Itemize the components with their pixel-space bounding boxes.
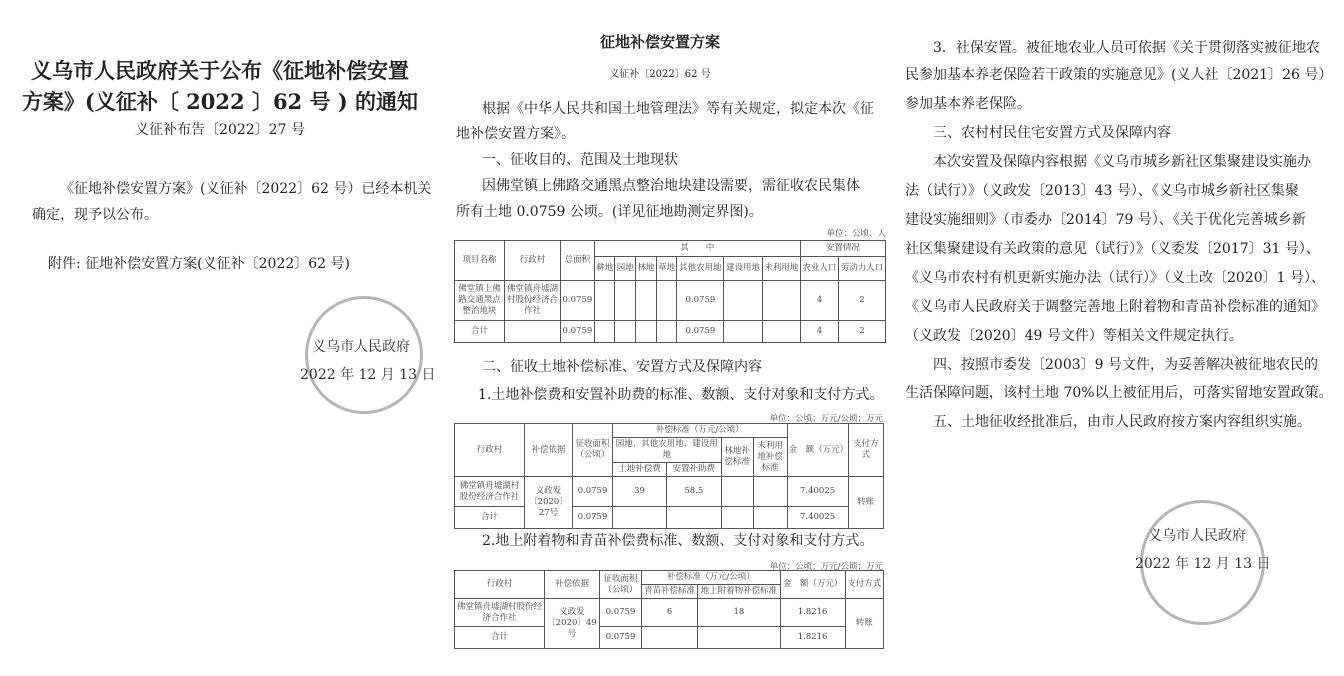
header: 未利用地 <box>762 257 800 281</box>
table-row: 佛堂镇舟墟湖村股份经济合作社 义政发〔2020〕49号 0.0759 6 18 1.8216 转账 <box>455 599 884 627</box>
land-compensation-table <box>454 423 884 529</box>
header: 园地、其他农用地、建设用地 <box>613 438 722 463</box>
header: 行政村 <box>455 571 545 599</box>
header: 征收面积（公顷） <box>573 424 613 477</box>
table3-unit: 单位：公顷；万元/公顷；万元 <box>769 562 883 572</box>
plan-line: 根据《中华人民共和国土地管理法》等有关规定，拟定本次《征 <box>482 101 874 117</box>
right-line: （义政发〔2020〕49 号文件）等相关文件规定执行。 <box>905 328 1243 344</box>
header: 青苗补偿标准 <box>642 585 698 599</box>
right-section3: 三、农村村民住宅安置方式及保障内容 <box>933 125 1171 141</box>
notice-stamp-org: 义乌市人民政府 <box>312 339 410 355</box>
header: 征收面积（公顷） <box>600 571 642 599</box>
header: 林地 <box>636 257 657 281</box>
right-stamp-org: 义乌市人民政府 <box>1148 528 1246 544</box>
right-line: 《义乌市农村有机更新实施办法（试行）》（义土改〔2020〕1 号）、 <box>905 270 1325 286</box>
plan-doc-no: 义征补〔2022〕62 号 <box>609 69 711 80</box>
table-row: 合计 0.0759 1.8216 <box>455 627 884 649</box>
header: 金 额（万元） <box>787 424 848 477</box>
header: 地上附着物补偿标准 <box>698 585 781 599</box>
header: 项目名称 <box>455 241 505 281</box>
header: 建设用地 <box>724 257 762 281</box>
header: 未利用地补偿标准 <box>753 438 787 477</box>
header: 土地补偿费 <box>613 463 667 477</box>
table2-unit: 单位：公顷；万元/公顷；万元 <box>769 414 883 424</box>
header: 总面积 <box>561 241 595 281</box>
notice-doc-no: 义征补布告〔2022〕27 号 <box>135 122 305 138</box>
right-line: 《义乌市人民政府关于调整完善地上附着物和青苗补偿标准的通知》 <box>905 299 1325 315</box>
header: 行政村 <box>455 424 525 477</box>
header: 补偿标准（万元/公顷） <box>642 571 781 585</box>
header: 农业人口 <box>800 257 838 281</box>
header: 补偿依据 <box>545 571 600 599</box>
header: 其 中 <box>594 241 800 257</box>
right-line: 本次安置及保障内容根据《义乌市城乡新社区集聚建设实施办 <box>933 154 1311 170</box>
notice-attachment: 附件: 征地补偿安置方案(义征补〔2022〕62 号) <box>48 256 350 272</box>
plan-line: 地补偿安置方案》。 <box>456 126 575 142</box>
table-row: 佛堂镇上佛路交通黑点整治地块 佛堂镇舟墟湖村股份经济合作社 0.0759 0.0759 4 2 <box>455 281 886 321</box>
land-status-table <box>454 240 886 343</box>
header: 补偿依据 <box>525 424 573 477</box>
right-line: 3．社保安置。被征地农业人员可依据《关于贯彻落实被征地农 <box>933 40 1320 56</box>
header: 耕地 <box>594 257 615 281</box>
header: 行政村 <box>505 241 561 281</box>
right-line: 参加基本养老保险。 <box>905 96 1031 112</box>
header: 园地 <box>615 257 636 281</box>
plan-sub2: 2.地上附着物和青苗补偿费标准、数额、支付对象和支付方式。 <box>482 533 874 549</box>
plan-line: 因佛堂镇上佛路交通黑点整治地块建设需要，需征收农民集体 <box>482 178 860 194</box>
right-section4: 四、按照市委发〔2003〕9 号文件，为妥善解决被征地农民的 <box>933 357 1318 373</box>
header: 安置补助费 <box>667 463 722 477</box>
notice-title-line1: 义乌市人民政府关于公布《征地补偿安置 <box>31 58 409 83</box>
table-row: 合计 0.0759 7.40025 <box>455 507 884 529</box>
notice-title-line2: 方案》(义征补〔 2022 〕62 号 ) 的通知 <box>21 89 419 114</box>
right-line: 生活保障问题，该村土地 70%以上被征用后，可落实留地安置政策。 <box>905 385 1333 401</box>
plan-line: 所有土地 0.0759 公顷。(详见征地勘测定界图)。 <box>456 204 763 220</box>
notice-body: 《征地补偿安置方案》(义征补〔2022〕62 号）已经本机关 <box>60 181 432 197</box>
notice-body-2: 确定，现予以公布。 <box>32 207 158 223</box>
right-line: 社区集聚建设有关政策的意见（试行）》（义委发〔2017〕31 号）、 <box>905 241 1320 257</box>
header: 安置情况 <box>800 241 885 257</box>
right-section5: 五、土地征收经批准后，由市人民政府按方案内容组织实施。 <box>933 414 1311 430</box>
table-row: 合计 0.0759 0.0759 4 2 <box>455 321 886 343</box>
header: 其他农用地 <box>677 257 724 281</box>
header: 支付方式 <box>845 571 883 599</box>
plan-title: 征地补偿安置方案 <box>599 33 720 51</box>
right-line: 民参加基本养老保险若干政策的实施意见》(义人社〔2021〕26 号） <box>905 67 1333 83</box>
plan-section2: 二、征收土地补偿标准、安置方式及保障内容 <box>482 359 762 375</box>
table-row: 佛堂镇舟墟湖村股份经济合作社 义政发〔2020〕27号 0.0759 39 58.5 7.40025 转账 <box>455 477 884 507</box>
header: 补偿标准（万元/公顷） <box>613 424 788 438</box>
table1-unit: 单位：公顷、人 <box>826 229 886 239</box>
notice-date: 2022 年 12 月 13 日 <box>300 367 436 383</box>
header: 金 额（万元） <box>780 571 845 599</box>
right-date: 2022 年 12 月 13 日 <box>1135 556 1271 572</box>
right-line: 建设实施细则》（市委办〔2014〕79 号）、《关于优化完善城乡新 <box>905 212 1306 228</box>
plan-sub1: 1.土地补偿费和安置补助费的标准、数额、支付对象和支付方式。 <box>478 387 884 403</box>
plan-section1: 一、征收目的、范围及土地现状 <box>482 152 678 168</box>
header: 支付方式 <box>848 424 883 477</box>
header: 草地 <box>656 257 677 281</box>
crop-compensation-table <box>454 570 884 649</box>
header: 林地补偿标准 <box>721 438 753 477</box>
right-line: 法（试行）》（义政发〔2013〕43 号）、《义乌市城乡新社区集聚 <box>905 183 1299 199</box>
header: 劳动力人口 <box>839 257 886 281</box>
